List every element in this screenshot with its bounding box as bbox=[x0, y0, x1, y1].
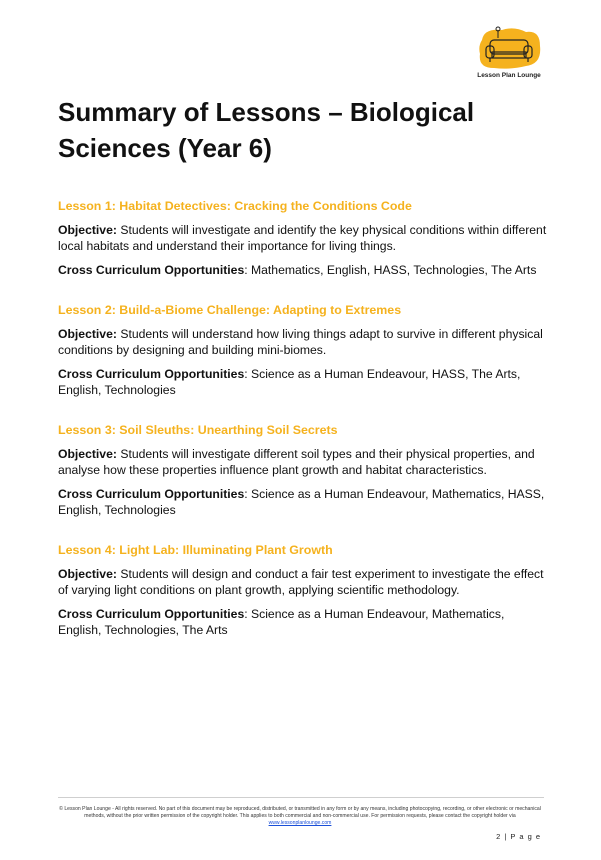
lesson-1 bbox=[58, 198, 548, 278]
cross-curriculum bbox=[58, 366, 548, 398]
lesson-title: Lesson 2: Build-a-Biome Challenge: Adapting to Extremes bbox=[58, 303, 402, 317]
footer-website-link[interactable]: www.lessonplanlounge.com bbox=[268, 820, 332, 826]
objective-text: Students will design and conduct a fair test experiment to investigate the effect of varying light conditions on plant growth, applying scientific methodology. bbox=[58, 567, 544, 597]
objective-label: Objective: bbox=[58, 223, 117, 237]
objective bbox=[58, 222, 548, 254]
cross-curriculum-label: Cross Curriculum Opportunities bbox=[58, 367, 245, 381]
objective-label: Objective: bbox=[58, 327, 117, 341]
objective bbox=[58, 326, 548, 358]
objective bbox=[58, 566, 548, 598]
lesson-title: Lesson 3: Soil Sleuths: Unearthing Soil Secrets bbox=[58, 423, 338, 437]
footer-text: © Lesson Plan Lounge - All rights reserved. No part of this document may be reproduced, distributed, or transmitted in any form or by any means, including photocopying, recording, or other electronic or mechanical methods, without the prior written permission of the copyright holder. This applies to both commercial and non-commercial use. For permission requests, please contact the copyright holder via bbox=[59, 806, 541, 819]
objective bbox=[58, 446, 548, 478]
objective-text: Students will investigate and identify the key physical conditions within different local habitats and understand their importance for living things. bbox=[58, 223, 547, 253]
lesson-title: Lesson 1: Habitat Detectives: Cracking the Conditions Code bbox=[58, 199, 412, 213]
cross-curriculum-text: : Science as a Human Endeavour, HASS, The Arts, English, Technologies bbox=[58, 367, 521, 397]
lesson-title: Lesson 4: Light Lab: Illuminating Plant Growth bbox=[58, 543, 333, 557]
footer-divider bbox=[58, 797, 544, 798]
footer-copyright bbox=[52, 806, 548, 827]
objective-text: Students will investigate different soil types and their physical properties, and analyse how these properties influence plant growth and habitat characteristics. bbox=[58, 447, 535, 477]
lesson-4 bbox=[58, 542, 548, 638]
cross-curriculum bbox=[58, 262, 548, 278]
cross-curriculum-text: : Science as a Human Endeavour, Mathematics, HASS, English, Technologies bbox=[58, 487, 545, 517]
objective-label: Objective: bbox=[58, 567, 117, 581]
lesson-plan-lounge-logo bbox=[474, 26, 544, 82]
logo-text: Lesson Plan Lounge bbox=[477, 72, 541, 79]
sofa-logo-icon bbox=[474, 26, 544, 72]
cross-curriculum-label: Cross Curriculum Opportunities bbox=[58, 607, 245, 621]
lesson-2 bbox=[58, 302, 548, 398]
lesson-list bbox=[58, 198, 548, 662]
page-number: 2 | P a g e bbox=[496, 832, 541, 841]
lesson-3 bbox=[58, 422, 548, 518]
objective-text: Students will understand how living things adapt to survive in different physical conditions by designing and building mini-biomes. bbox=[58, 327, 543, 357]
cross-curriculum-label: Cross Curriculum Opportunities bbox=[58, 487, 245, 501]
cross-curriculum bbox=[58, 486, 548, 518]
objective-label: Objective: bbox=[58, 447, 117, 461]
page-title: Summary of Lessons – Biological Sciences (Year 6) bbox=[58, 97, 475, 163]
cross-curriculum bbox=[58, 606, 548, 638]
cross-curriculum-text: : Science as a Human Endeavour, Mathematics, English, Technologies, The Arts bbox=[58, 607, 505, 637]
cross-curriculum-label: Cross Curriculum Opportunities bbox=[58, 263, 245, 277]
cross-curriculum-text: : Mathematics, English, HASS, Technologies, The Arts bbox=[244, 263, 537, 277]
